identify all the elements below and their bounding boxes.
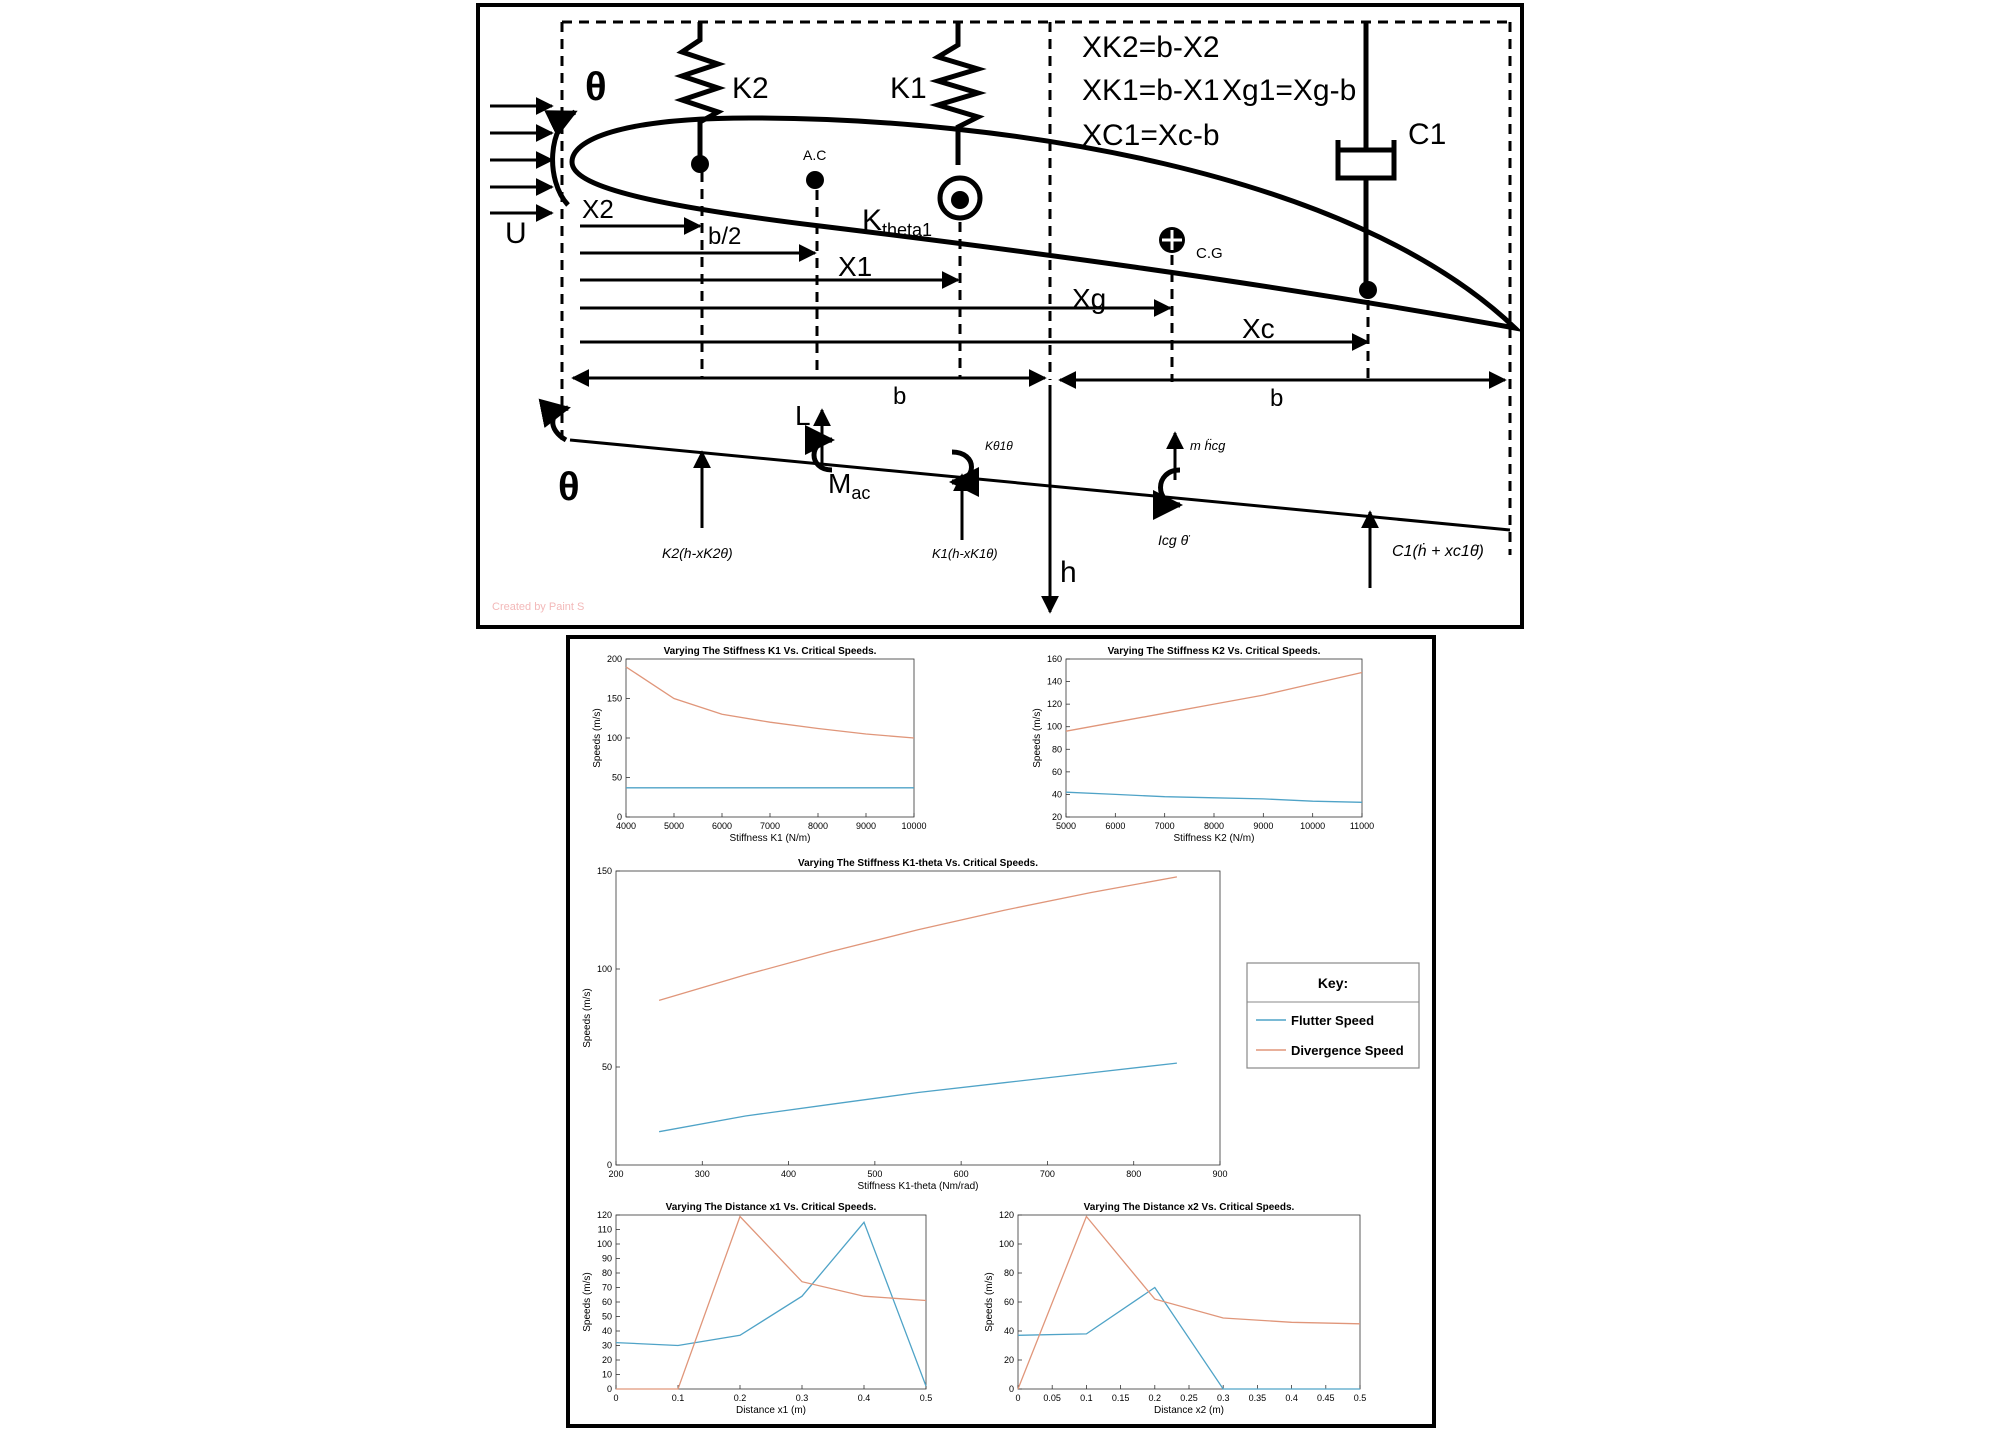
y-tick-label: 60 <box>601 1297 612 1307</box>
chart-title: Varying The Stiffness K1-theta Vs. Critical Speeds. <box>797 858 1039 869</box>
y-tick-label: 0 <box>606 1384 612 1394</box>
y-tick-label: 0 <box>606 1160 612 1170</box>
chart-plot-area <box>1018 1215 1360 1389</box>
legend-label-divergence: Divergence Speed <box>1291 1043 1404 1058</box>
aeroelastic-diagram <box>478 5 1522 627</box>
xc-label: Xc <box>1242 313 1275 344</box>
y-axis-label: Speeds (m/s) <box>1032 708 1043 768</box>
y-tick-label: 30 <box>601 1340 612 1351</box>
y-tick-label: 90 <box>601 1253 612 1264</box>
chart-3 <box>582 858 1228 1192</box>
x-tick-label: 0.4 <box>857 1393 871 1403</box>
ac-label: A.C <box>803 147 827 163</box>
x-tick-label: 700 <box>1039 1169 1055 1179</box>
x-tick-label: 11000 <box>1349 821 1375 831</box>
x-tick-label: 600 <box>953 1169 969 1179</box>
chart-2 <box>1032 646 1374 844</box>
x-tick-label: 0.3 <box>795 1393 809 1403</box>
x-tick-label: 4000 <box>615 821 637 831</box>
x-tick-label: 0.2 <box>733 1393 747 1403</box>
x-tick-label: 0.1 <box>1080 1393 1093 1403</box>
x-tick-label: 5000 <box>663 821 685 831</box>
legend-title: Key: <box>1317 975 1349 991</box>
y-tick-label: 140 <box>1046 676 1062 687</box>
damper-force-label: C1(ḣ + xc1θ̇) <box>1392 543 1484 560</box>
x-tick-label: 0.45 <box>1317 1393 1335 1403</box>
x-tick-label: 6000 <box>711 821 733 831</box>
x-tick-label: 200 <box>608 1169 624 1179</box>
y-tick-label: 20 <box>601 1355 612 1365</box>
x-tick-label: 8000 <box>1203 821 1225 831</box>
force-k1-label: K1(h-xK1θ) <box>932 546 998 561</box>
force-k2-label: K2(h-xK2θ) <box>662 545 733 561</box>
chart-4 <box>582 1202 932 1416</box>
y-tick-label: 50 <box>601 1311 612 1322</box>
theta-label-top: θ <box>585 65 607 109</box>
chart-legend <box>1247 963 1419 1068</box>
h-label: h <box>1060 556 1077 589</box>
y-tick-label: 100 <box>1046 721 1062 732</box>
b-half-label: b/2 <box>708 223 742 250</box>
equation-xc1: XC1=Xc-b <box>1082 119 1220 152</box>
x2-label: X2 <box>582 194 614 224</box>
b-left-label: b <box>893 383 907 410</box>
y-tick-label: 80 <box>1003 1268 1014 1278</box>
y-tick-label: 100 <box>998 1239 1014 1249</box>
theta-label-bottom: θ <box>558 465 580 509</box>
x-tick-label: 0 <box>613 1393 619 1403</box>
y-tick-label: 100 <box>606 733 622 743</box>
mac-label: $M_{ac}$ <box>828 468 871 503</box>
equation-xk2: XK2=b-X2 <box>1082 31 1220 64</box>
y-tick-label: 110 <box>597 1224 612 1235</box>
x-axis-label: Distance x2 (m) <box>1153 1405 1225 1416</box>
y-tick-label: 50 <box>601 1062 612 1072</box>
k1-attachment-point <box>951 191 969 209</box>
y-tick-label: 10 <box>601 1369 612 1380</box>
x-axis-label: Stiffness K2 (N/m) <box>1173 833 1255 844</box>
k1-label: K1 <box>890 72 927 105</box>
lift-label: L <box>795 400 811 431</box>
freestream-label: U <box>505 217 527 250</box>
x-tick-label: 500 <box>867 1169 883 1179</box>
x-tick-label: 8000 <box>807 821 829 831</box>
equation-xk1: XK1=b-X1 <box>1082 74 1220 107</box>
chart-plot-area <box>616 871 1220 1165</box>
x-tick-label: 800 <box>1126 1169 1142 1179</box>
c1-attachment-point <box>1359 281 1377 299</box>
force-ktheta-label: Kθ1θ <box>985 439 1013 453</box>
y-tick-label: 120 <box>998 1210 1014 1220</box>
y-tick-label: 40 <box>601 1326 612 1336</box>
y-axis-label: Speeds (m/s) <box>592 708 603 768</box>
x-tick-label: 10000 <box>1300 821 1326 831</box>
y-tick-label: 50 <box>611 772 622 783</box>
y-tick-label: 120 <box>596 1210 612 1220</box>
x-axis-label: Stiffness K1 (N/m) <box>729 833 811 844</box>
x-tick-label: 0.15 <box>1111 1393 1130 1403</box>
ktheta1-label: $K_{theta1}$ <box>862 204 933 240</box>
chart-title: Varying The Distance x1 Vs. Critical Speeds. <box>665 1202 877 1213</box>
x-tick-label: 400 <box>781 1169 797 1179</box>
x-tick-label: 300 <box>694 1169 710 1179</box>
y-tick-label: 150 <box>596 866 612 876</box>
inertia-moment-label: Icg θ̈ <box>1158 532 1189 548</box>
y-tick-label: 60 <box>1003 1297 1014 1307</box>
c1-label: C1 <box>1408 118 1447 151</box>
equation-xg1: Xg1=Xg-b <box>1222 74 1357 107</box>
y-tick-label: 0 <box>1008 1384 1014 1394</box>
y-tick-label: 20 <box>1051 812 1062 822</box>
x-tick-label: 5000 <box>1055 821 1077 831</box>
y-tick-label: 20 <box>1003 1355 1014 1365</box>
aerodynamic-center-point <box>806 171 824 189</box>
x-tick-label: 0.1 <box>671 1393 685 1403</box>
x-tick-label: 0.35 <box>1248 1393 1267 1403</box>
y-tick-label: 40 <box>1051 789 1062 800</box>
chart-plot-area <box>626 659 914 817</box>
x-tick-label: 6000 <box>1105 821 1126 831</box>
x-tick-label: 0.5 <box>1353 1393 1367 1403</box>
x-axis-label: Stiffness K1-theta (Nm/rad) <box>857 1181 979 1192</box>
y-tick-label: 100 <box>596 964 612 974</box>
chart-title: Varying The Distance x2 Vs. Critical Speeds. <box>1083 1202 1295 1213</box>
x-tick-label: 9000 <box>855 821 877 831</box>
y-tick-label: 160 <box>1046 654 1062 664</box>
y-tick-label: 100 <box>596 1239 612 1249</box>
chart-5 <box>984 1202 1366 1416</box>
x-tick-label: 0 <box>1015 1393 1021 1403</box>
y-tick-label: 40 <box>1003 1326 1014 1336</box>
watermark: Created by Paint S <box>492 601 585 613</box>
charts-panel <box>568 637 1434 1426</box>
y-tick-label: 0 <box>616 812 622 822</box>
x-tick-label: 10000 <box>901 821 927 831</box>
x-tick-label: 0.3 <box>1216 1393 1230 1403</box>
x-tick-label: 0.5 <box>919 1393 933 1403</box>
x-axis-label: Distance x1 (m) <box>735 1405 807 1416</box>
x-tick-label: 0.2 <box>1148 1393 1162 1403</box>
x-tick-label: 0.05 <box>1043 1393 1061 1403</box>
y-tick-label: 60 <box>1051 766 1062 777</box>
xg-label: Xg <box>1072 283 1107 314</box>
x-tick-label: 7000 <box>759 821 781 831</box>
y-axis-label: Speeds (m/s) <box>582 988 593 1048</box>
k2-label: K2 <box>732 72 769 105</box>
y-axis-label: Speeds (m/s) <box>984 1272 995 1332</box>
y-tick-label: 80 <box>601 1268 612 1278</box>
y-axis-label: Speeds (m/s) <box>582 1272 593 1332</box>
k2-attachment-point <box>691 155 709 173</box>
y-tick-label: 200 <box>606 654 622 664</box>
chart-title: Varying The Stiffness K2 Vs. Critical Speeds. <box>1107 646 1321 657</box>
y-tick-label: 80 <box>1051 744 1062 755</box>
chart-title: Varying The Stiffness K1 Vs. Critical Speeds. <box>663 646 877 657</box>
legend-label-flutter: Flutter Speed <box>1291 1013 1375 1028</box>
chart-plot-area <box>616 1215 926 1389</box>
y-tick-label: 150 <box>606 693 622 704</box>
x-tick-label: 9000 <box>1253 821 1274 831</box>
x-tick-label: 7000 <box>1154 821 1175 831</box>
x-tick-label: 900 <box>1212 1169 1228 1179</box>
cg-label: C.G <box>1196 245 1223 262</box>
y-tick-label: 120 <box>1046 699 1062 710</box>
x-tick-label: 0.4 <box>1285 1393 1298 1403</box>
b-right-label: b <box>1270 385 1284 412</box>
y-tick-label: 70 <box>601 1282 612 1293</box>
chart-1 <box>592 646 927 844</box>
x-tick-label: 0.25 <box>1180 1393 1198 1403</box>
x1-label: X1 <box>838 251 873 282</box>
inertia-force-label: m ḧcg <box>1190 438 1226 453</box>
